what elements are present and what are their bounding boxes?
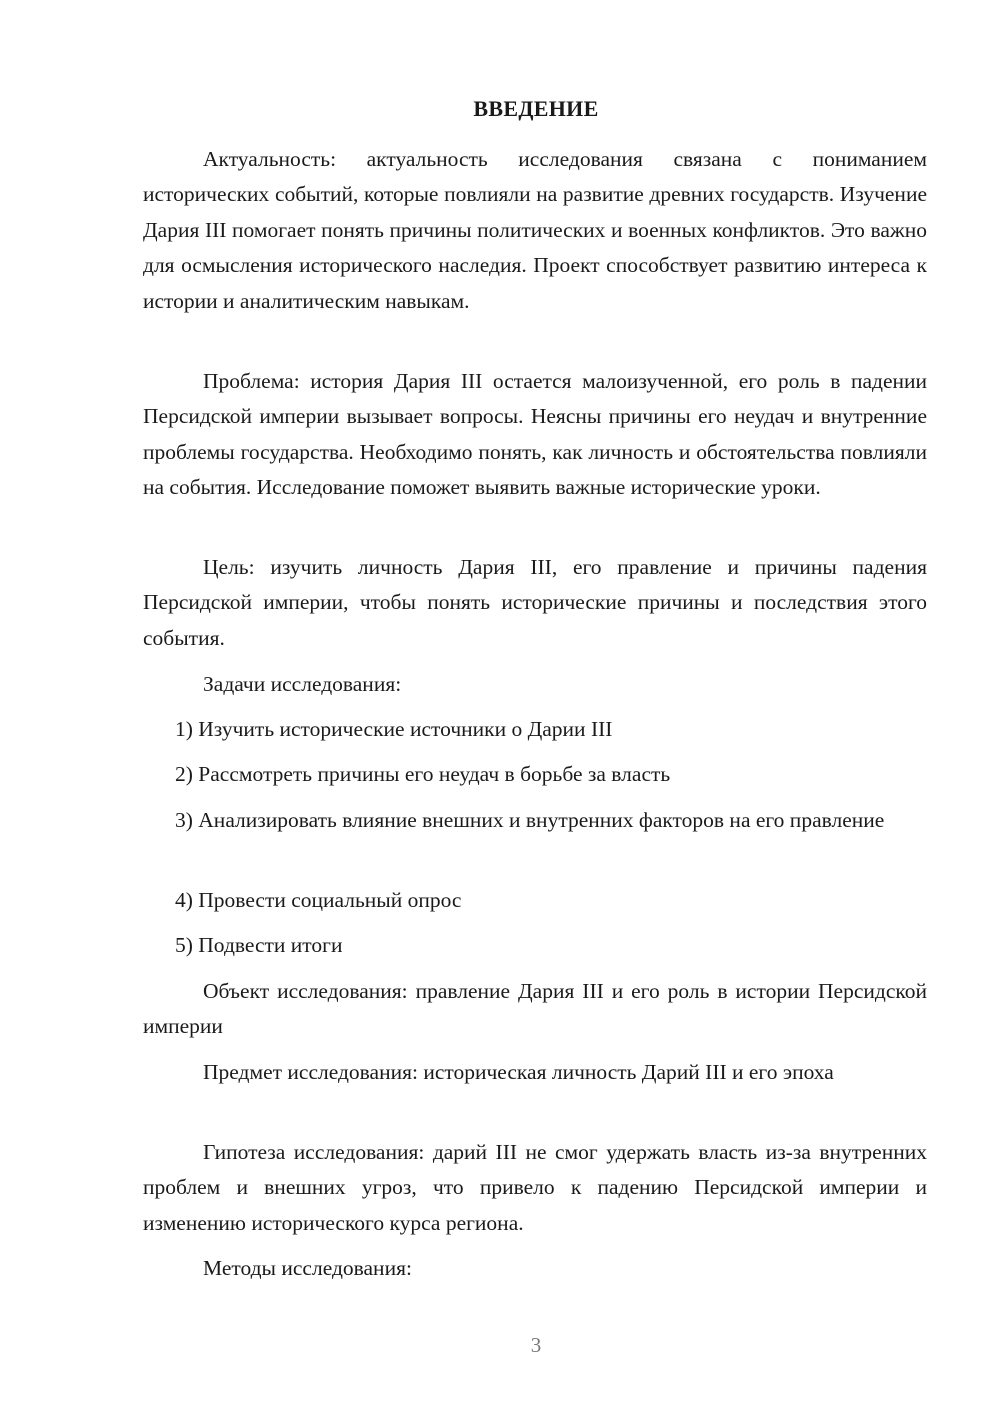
page-title: ВВЕДЕНИЕ bbox=[473, 96, 599, 121]
task-item-3: 3) Анализировать влияние внешних и внутренних факторов на его правление bbox=[175, 808, 885, 832]
task-item-2: 2) Рассмотреть причины его неудач в борьбе за власть bbox=[175, 762, 671, 786]
task-item-4: 4) Провести социальный опрос bbox=[175, 888, 462, 912]
paragraph-relevance: Актуальность: актуальность исследования связана с пониманием исторических событий, которые повлияли на развитие древних государств. Изучение Дария III помогает понять причины политических и военных конфликтов. Это важно для осмысления исторического наследия. Проект способствует развитию интереса к истории и аналитическим навыкам. bbox=[143, 147, 927, 313]
methods-heading: Методы исследования: bbox=[203, 1256, 412, 1280]
task-item-5: 5) Подвести итоги bbox=[175, 933, 343, 957]
paragraph-hypothesis: Гипотеза исследования: дарий III не смог удержать власть из-за внутренних проблем и внешних угроз, что привело к падению Персидской империи и изменению исторического курса региона. bbox=[143, 1140, 927, 1235]
paragraph-goal: Цель: изучить личность Дария III, его правление и причины падения Персидской империи, чтобы понять исторические причины и последствия этого события. bbox=[143, 555, 927, 650]
tasks-heading: Задачи исследования: bbox=[203, 672, 402, 696]
page-number: 3 bbox=[530, 1333, 542, 1357]
task-item-1: 1) Изучить исторические источники о Дарии III bbox=[175, 717, 613, 741]
paragraph-object: Объект исследования: правление Дария III и его роль в истории Персидской империи bbox=[143, 979, 927, 1039]
paragraph-subject: Предмет исследования: историческая личность Дарий III и его эпоха bbox=[203, 1060, 834, 1084]
paragraph-problem: Проблема: история Дария III остается малоизученной, его роль в падении Персидской империи вызывает вопросы. Неясны причины его неудач и внутренние проблемы государства. Необходимо понять, как личность и обстоятельства повлияли на события. Исследование поможет выявить важные исторические уроки. bbox=[143, 369, 927, 500]
